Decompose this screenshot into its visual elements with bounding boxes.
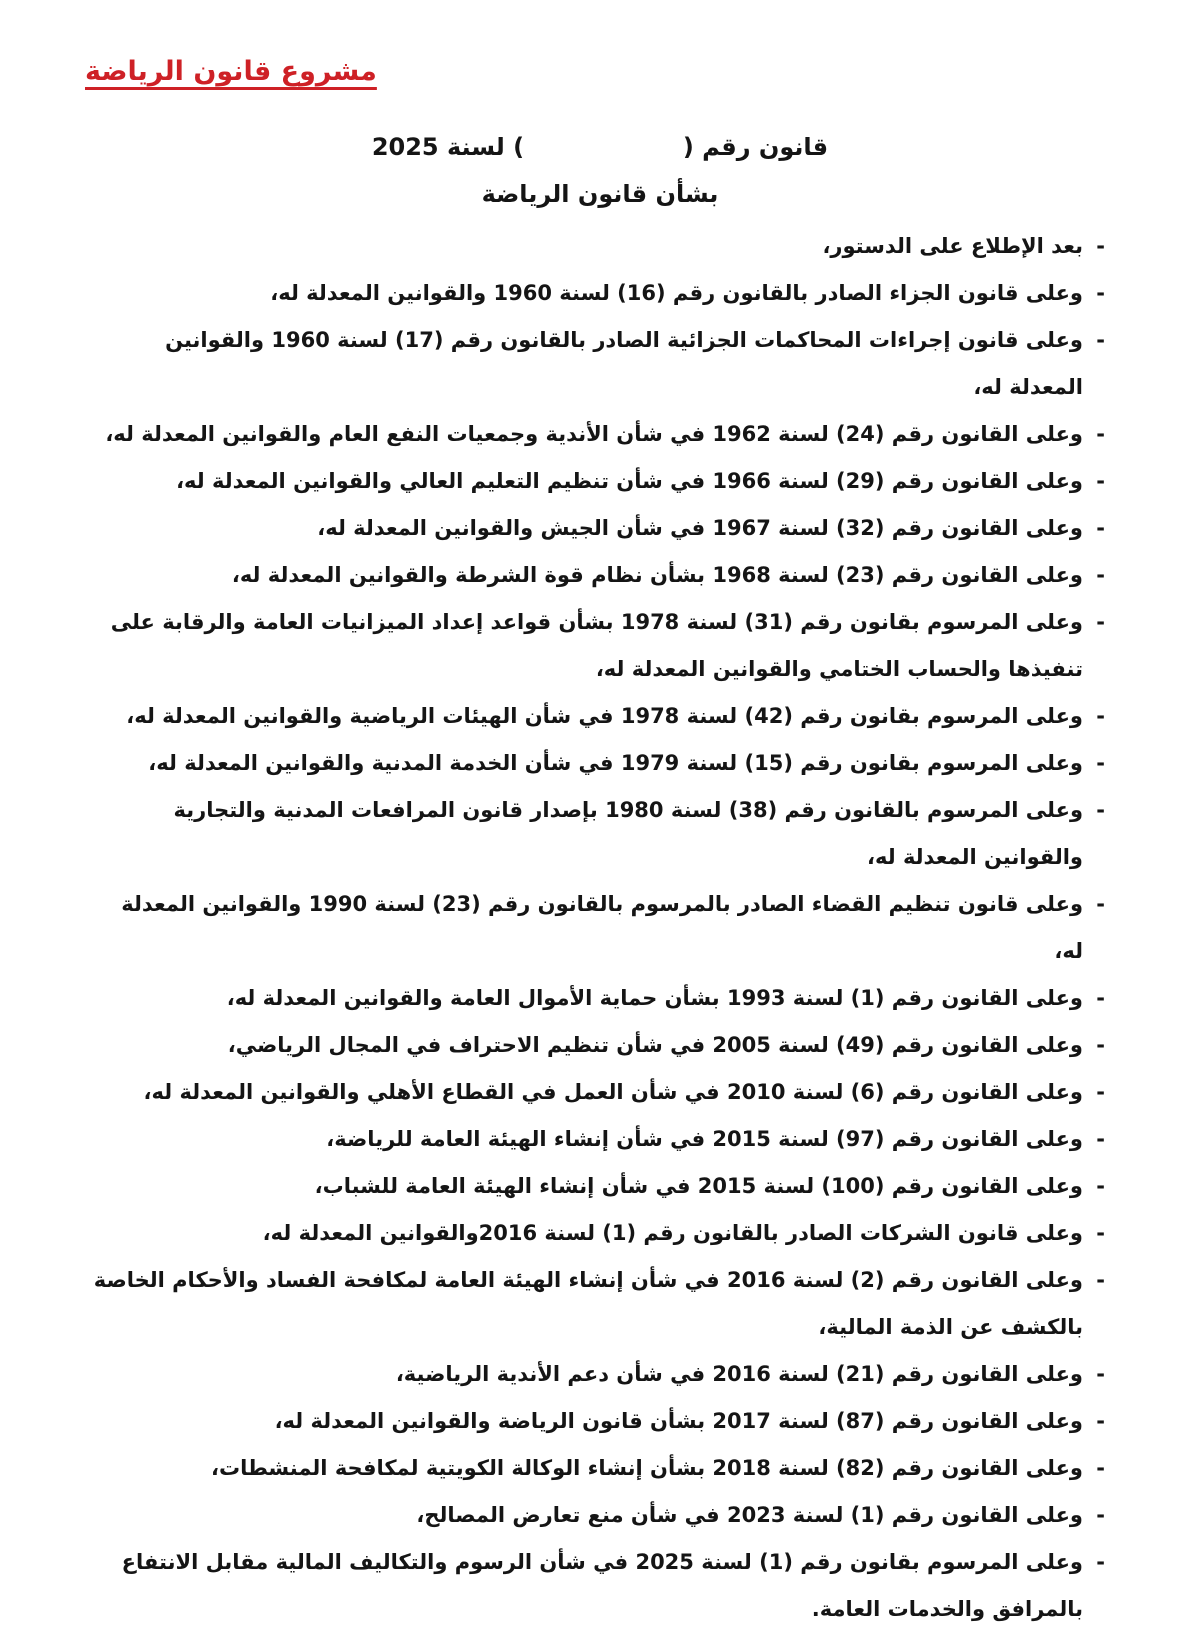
preamble-item — [88, 1116, 1105, 1163]
dash-bullet: - — [1096, 563, 1105, 587]
preamble-item — [88, 1539, 1105, 1633]
dash-bullet: - — [1096, 1127, 1105, 1151]
dash-bullet: - — [1096, 1456, 1105, 1480]
preamble-item-text: بعد الإطلاع على الدستور، — [822, 234, 1083, 258]
dash-bullet: - — [1096, 986, 1105, 1010]
dash-bullet: - — [1096, 234, 1105, 258]
preamble-item-text: وعلى قانون إجراءات المحاكمات الجزائية الصادر بالقانون رقم (17) لسنة 1960 والقوانين المعدلة له، — [165, 328, 1083, 399]
law-heading — [0, 130, 1200, 211]
law-number-line: قانون رقم ( ) لسنة 2025 — [371, 133, 829, 161]
preamble-item-text: وعلى القانون رقم (32) لسنة 1967 في شأن الجيش والقوانين المعدلة له، — [317, 516, 1083, 540]
preamble-item — [88, 505, 1105, 552]
preamble-item-text: وعلى قانون الجزاء الصادر بالقانون رقم (16) لسنة 1960 والقوانين المعدلة له، — [270, 281, 1083, 305]
preamble-item-text: وعلى المرسوم بقانون رقم (42) لسنة 1978 في شأن الهيئات الرياضية والقوانين المعدلة له، — [126, 704, 1083, 728]
preamble-item-text: وعلى قانون الشركات الصادر بالقانون رقم (1) لسنة 2016والقوانين المعدلة له، — [262, 1221, 1083, 1245]
preamble-item — [88, 1257, 1105, 1351]
preamble-item — [88, 693, 1105, 740]
preamble-item — [88, 317, 1105, 411]
preamble-item — [88, 599, 1105, 693]
preamble-item-text: وعلى قانون تنظيم القضاء الصادر بالمرسوم بالقانون رقم (23) لسنة 1990 والقوانين المعدلة له، — [121, 892, 1083, 963]
preamble-item-text: وعلى القانون رقم (21) لسنة 2016 في شأن دعم الأندية الرياضية، — [395, 1362, 1083, 1386]
preamble-item — [88, 223, 1105, 270]
preamble-item-text: وعلى القانون رقم (100) لسنة 2015 في شأن إنشاء الهيئة العامة للشباب، — [314, 1174, 1083, 1198]
preamble-item — [88, 1445, 1105, 1492]
preamble-item-text: وعلى المرسوم بقانون رقم (15) لسنة 1979 في شأن الخدمة المدنية والقوانين المعدلة له، — [148, 751, 1083, 775]
preamble-item — [88, 740, 1105, 787]
preamble-item — [88, 458, 1105, 505]
dash-bullet: - — [1096, 1268, 1105, 1292]
preamble-item-text: وعلى القانون رقم (24) لسنة 1962 في شأن الأندية وجمعيات النفع العام والقوانين المعدلة له، — [105, 422, 1083, 446]
preamble-item-text: وعلى القانون رقم (6) لسنة 2010 في شأن العمل في القطاع الأهلي والقوانين المعدلة له، — [143, 1080, 1083, 1104]
dash-bullet: - — [1096, 1221, 1105, 1245]
page-title: مشروع قانون الرياضة — [85, 56, 377, 87]
dash-bullet: - — [1096, 751, 1105, 775]
preamble-item — [88, 1398, 1105, 1445]
preamble-item-text: وعلى القانون رقم (97) لسنة 2015 في شأن إنشاء الهيئة العامة للرياضة، — [326, 1127, 1083, 1151]
preamble-item — [88, 1210, 1105, 1257]
dash-bullet: - — [1096, 422, 1105, 446]
preamble-item — [88, 552, 1105, 599]
preamble-list — [88, 223, 1105, 1633]
preamble-item-text: وعلى القانون رقم (29) لسنة 1966 في شأن تنظيم التعليم العالي والقوانين المعدلة له، — [176, 469, 1083, 493]
dash-bullet: - — [1096, 1362, 1105, 1386]
preamble-item — [88, 270, 1105, 317]
dash-bullet: - — [1096, 1174, 1105, 1198]
preamble-item — [88, 787, 1105, 881]
preamble-item — [88, 411, 1105, 458]
dash-bullet: - — [1096, 1550, 1105, 1574]
preamble-item — [88, 1022, 1105, 1069]
preamble-item — [88, 1351, 1105, 1398]
preamble-item — [88, 881, 1105, 975]
dash-bullet: - — [1096, 704, 1105, 728]
preamble-item — [88, 975, 1105, 1022]
dash-bullet: - — [1096, 1503, 1105, 1527]
preamble-item-text: وعلى المرسوم بقانون رقم (1) لسنة 2025 في شأن الرسوم والتكاليف المالية مقابل الانتفاع بالمرافق والخدمات العامة. — [121, 1550, 1083, 1621]
preamble-item-text: وعلى القانون رقم (49) لسنة 2005 في شأن تنظيم الاحتراف في المجال الرياضي، — [227, 1033, 1083, 1057]
dash-bullet: - — [1096, 892, 1105, 916]
law-subject-line: بشأن قانون الرياضة — [481, 180, 719, 208]
preamble-item-text: وعلى القانون رقم (1) لسنة 2023 في شأن منع تعارض المصالح، — [416, 1503, 1083, 1527]
dash-bullet: - — [1096, 1080, 1105, 1104]
dash-bullet: - — [1096, 469, 1105, 493]
preamble-item — [88, 1069, 1105, 1116]
preamble-item-text: وعلى القانون رقم (87) لسنة 2017 بشأن قانون الرياضة والقوانين المعدلة له، — [274, 1409, 1083, 1433]
dash-bullet: - — [1096, 328, 1105, 352]
dash-bullet: - — [1096, 610, 1105, 634]
preamble-item — [88, 1492, 1105, 1539]
dash-bullet: - — [1096, 1409, 1105, 1433]
dash-bullet: - — [1096, 281, 1105, 305]
preamble-item-text: وعلى القانون رقم (2) لسنة 2016 في شأن إنشاء الهيئة العامة لمكافحة الفساد والأحكام الخاصة بالكشف عن الذمة المالية، — [93, 1268, 1083, 1339]
preamble-item — [88, 1163, 1105, 1210]
preamble-item-text: وعلى القانون رقم (23) لسنة 1968 بشأن نظام قوة الشرطة والقوانين المعدلة له، — [231, 563, 1083, 587]
preamble-item-text: وعلى القانون رقم (1) لسنة 1993 بشأن حماية الأموال العامة والقوانين المعدلة له، — [226, 986, 1083, 1010]
preamble-item-text: وعلى القانون رقم (82) لسنة 2018 بشأن إنشاء الوكالة الكويتية لمكافحة المنشطات، — [210, 1456, 1083, 1480]
dash-bullet: - — [1096, 798, 1105, 822]
preamble-item-text: وعلى المرسوم بالقانون رقم (38) لسنة 1980 بإصدار قانون المرافعات المدنية والتجارية والقوانين المعدلة له، — [173, 798, 1083, 869]
preamble-item-text: وعلى المرسوم بقانون رقم (31) لسنة 1978 بشأن قواعد إعداد الميزانيات العامة والرقابة على تنفيذها والحساب الختامي والقوانين المعدلة له، — [110, 610, 1083, 681]
dash-bullet: - — [1096, 1033, 1105, 1057]
dash-bullet: - — [1096, 516, 1105, 540]
